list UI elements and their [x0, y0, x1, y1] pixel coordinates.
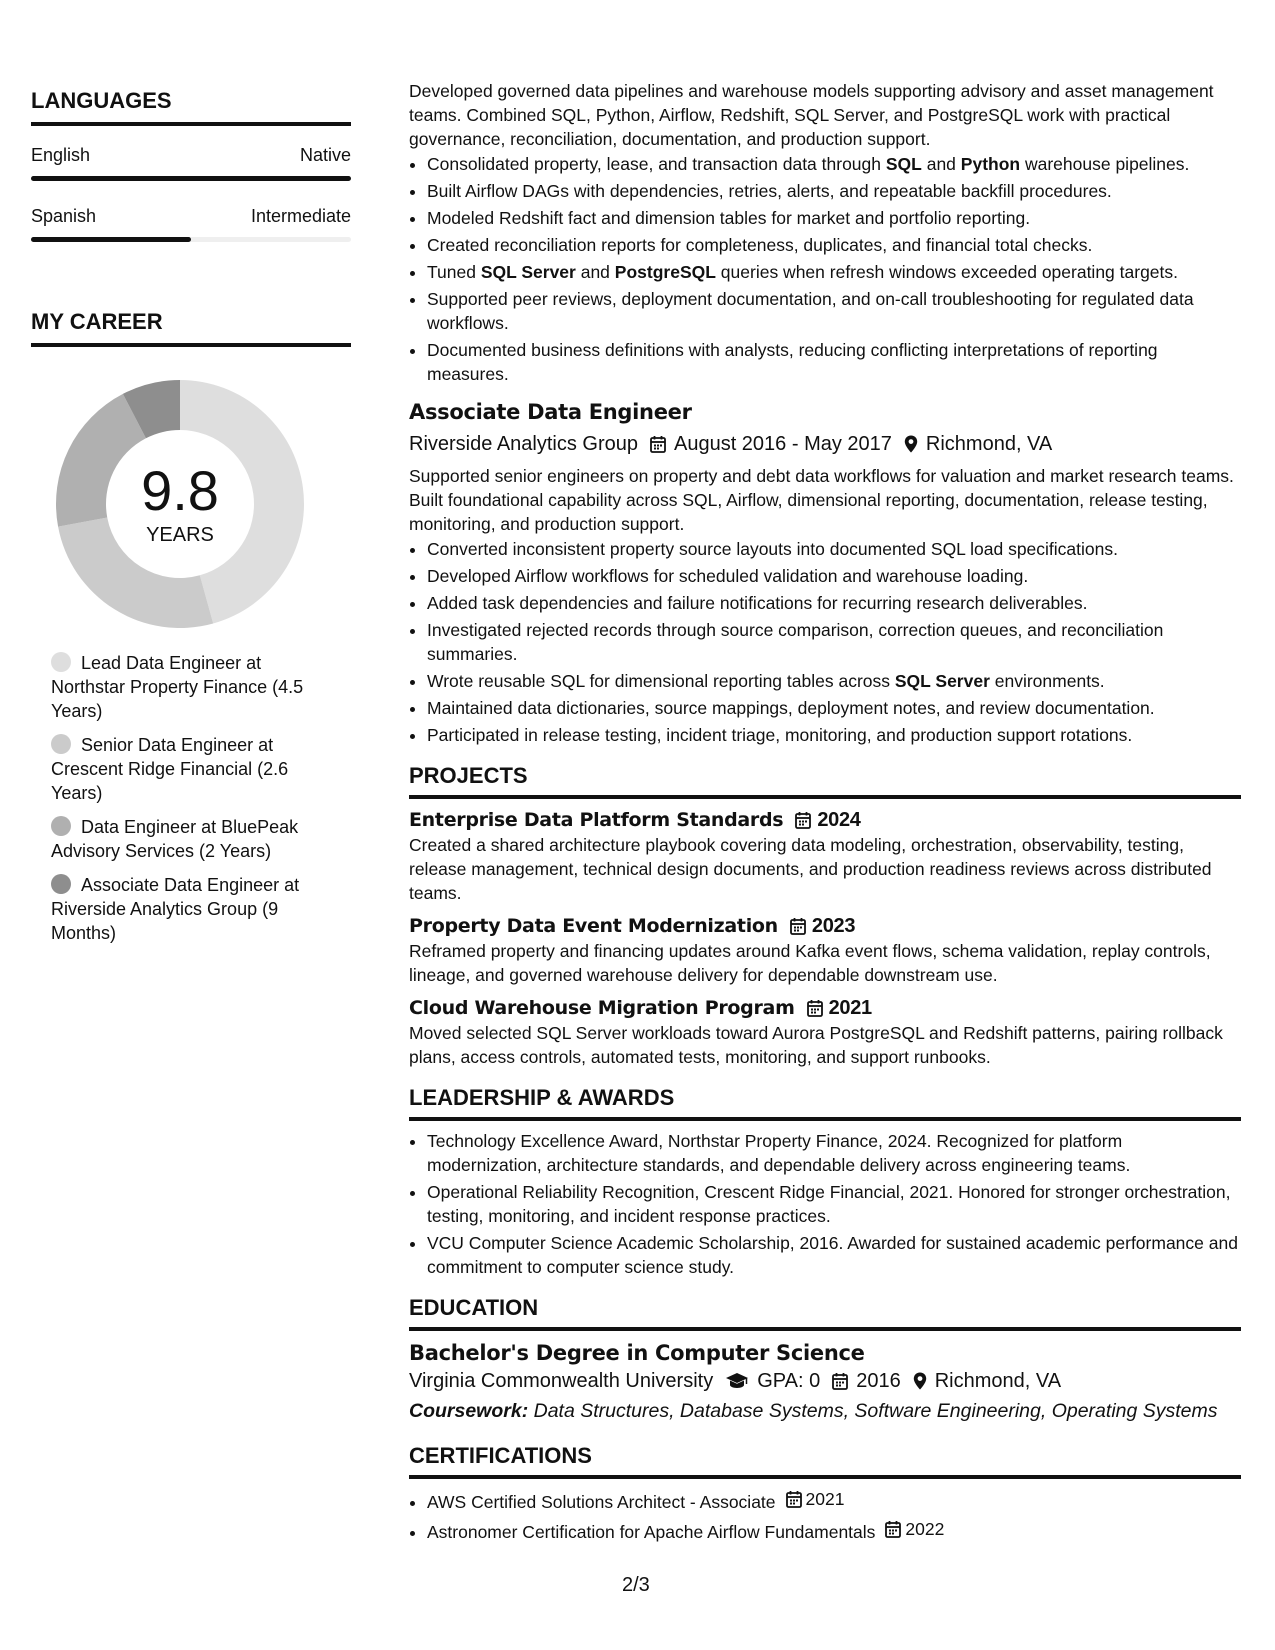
legend-label: Data Engineer at BluePeak Advisory Services (2 Years)	[51, 817, 299, 861]
legend-label: Associate Data Engineer at Riverside Analytics Group (9 Months)	[51, 875, 300, 943]
language-item	[31, 205, 351, 242]
job-bullet: • Supported peer reviews, deployment documentation, and on-call troubleshooting for regulated data workflows.	[427, 287, 1241, 335]
job-bullets	[409, 152, 1241, 386]
degree-title: Bachelor's Degree in Computer Science	[409, 1341, 865, 1365]
map-pin-icon	[904, 435, 918, 453]
calendar-icon	[885, 1520, 901, 1538]
awards-heading: LEADERSHIP & AWARDS	[409, 1085, 1241, 1121]
education-heading: EDUCATION	[409, 1295, 1241, 1331]
job-bullet: • Added task dependencies and failure notifications for recurring research deliverables.	[427, 591, 1241, 615]
certification-item	[427, 1487, 1241, 1514]
project-description: Moved selected SQL Server workloads toward Aurora PostgreSQL and Redshift patterns, pairing rollback plans, access controls, automated tests, monitoring, and support runbooks.	[409, 1023, 1223, 1067]
certification-name: AWS Certified Solutions Architect - Associate	[427, 1492, 776, 1512]
job-bullet: • Wrote reusable SQL for dimensional reporting tables across SQL Server environments.	[427, 669, 1241, 693]
career-donut-chart	[55, 379, 305, 629]
job-bullet: • Consolidated property, lease, and transaction data through SQL and Python warehouse pipelines.	[427, 152, 1241, 176]
award-item: • Technology Excellence Award, Northstar Property Finance, 2024. Recognized for platform modernization, architecture standards, and dependable delivery across engineering teams.	[427, 1129, 1241, 1177]
job-bullet: • Developed Airflow workflows for scheduled validation and warehouse loading.	[427, 564, 1241, 588]
certification-year: 2022	[905, 1519, 945, 1539]
job-dates: August 2016 - May 2017	[673, 433, 892, 455]
main-content	[409, 79, 1241, 1547]
donut-center	[55, 379, 305, 629]
company-name: Riverside Analytics Group	[409, 433, 638, 455]
graduation-cap-icon	[725, 1372, 749, 1390]
legend-dot	[51, 652, 71, 672]
education-meta	[409, 1367, 1241, 1395]
job-summary: Developed governed data pipelines and warehouse models supporting advisory and asset management teams. Combined SQL, Python, Airflow, Redshift, SQL Server, and PostgreSQL work with practical governance, reconciliation, documentation, and production support.	[409, 81, 1214, 149]
project-item	[409, 913, 1241, 987]
legend-dot	[51, 734, 71, 754]
job-bullets	[409, 537, 1241, 747]
projects-heading: PROJECTS	[409, 763, 1241, 799]
job-bullet: • Modeled Redshift fact and dimension tables for market and portfolio reporting.	[427, 206, 1241, 230]
project-title: Property Data Event Modernization	[409, 915, 778, 937]
legend-label: Lead Data Engineer at Northstar Property Finance (4.5 Years)	[51, 653, 304, 721]
job-title: Associate Data Engineer	[409, 400, 692, 424]
gpa: GPA: 0	[757, 1370, 821, 1392]
language-level: Native	[299, 145, 351, 165]
calendar-icon	[795, 811, 811, 829]
job-bullet: • Converted inconsistent property source layouts into documented SQL load specifications.	[427, 537, 1241, 561]
coursework-list: Data Structures, Database Systems, Software Engineering, Operating Systems	[528, 1400, 1218, 1422]
career-legend	[31, 651, 321, 945]
job-meta	[409, 430, 1241, 458]
graduation-year: 2016	[856, 1370, 901, 1392]
certification-name: Astronomer Certification for Apache Airflow Fundamentals	[427, 1522, 876, 1542]
legend-item	[51, 651, 321, 723]
job-bullet: • Documented business definitions with analysts, reducing conflicting interpretations of reporting measures.	[427, 338, 1241, 386]
project-year: 2024	[817, 809, 861, 831]
legend-label: Senior Data Engineer at Crescent Ridge Financial (2.6 Years)	[51, 735, 289, 803]
certifications-list	[409, 1487, 1241, 1544]
job-bullet: • Created reconciliation reports for completeness, duplicates, and financial total checks.	[427, 233, 1241, 257]
school-location: Richmond, VA	[934, 1370, 1062, 1392]
coursework	[409, 1397, 1241, 1425]
language-name: Spanish	[31, 206, 97, 226]
legend-item	[51, 733, 321, 805]
career-total-years: 9.8	[141, 459, 219, 522]
calendar-icon	[650, 435, 666, 453]
job-summary: Supported senior engineers on property and debt data workflows for valuation and market research teams. Built foundational capability across SQL, Airflow, dimensional reporting, documentation, release testing, monitoring, and production support.	[409, 466, 1234, 534]
job-bullet: • Maintained data dictionaries, source mappings, deployment notes, and review documentation.	[427, 696, 1241, 720]
language-proficiency-fill	[31, 237, 191, 242]
coursework-label: Coursework:	[409, 1400, 529, 1422]
certification-year: 2021	[805, 1489, 845, 1509]
school-name: Virginia Commonwealth University	[409, 1370, 714, 1392]
project-year: 2023	[811, 915, 856, 937]
project-title: Enterprise Data Platform Standards	[409, 809, 784, 831]
project-description: Reframed property and financing updates around Kafka event flows, schema validation, replay controls, lineage, and governed warehouse delivery for dependable downstream use.	[409, 941, 1211, 985]
language-list	[31, 144, 351, 242]
job-bullet: • Built Airflow DAGs with dependencies, retries, alerts, and repeatable backfill procedures.	[427, 179, 1241, 203]
project-title: Cloud Warehouse Migration Program	[409, 997, 795, 1019]
calendar-icon	[790, 917, 806, 935]
award-item: • Operational Reliability Recognition, Crescent Ridge Financial, 2021. Honored for stronger orchestration, testing, monitoring, and incident response practices.	[427, 1180, 1241, 1228]
sidebar	[31, 88, 351, 955]
language-name: English	[31, 145, 91, 165]
language-level: Intermediate	[250, 206, 351, 226]
languages-heading: LANGUAGES	[31, 88, 351, 126]
calendar-icon	[832, 1372, 848, 1390]
career-heading: MY CAREER	[31, 309, 351, 347]
project-description: Created a shared architecture playbook covering data modeling, orchestration, observability, testing, release management, technical design documents, and production readiness reviews across distributed teams.	[409, 835, 1212, 903]
project-year: 2021	[828, 997, 872, 1019]
calendar-icon	[786, 1490, 802, 1508]
legend-item	[51, 873, 321, 945]
job-bullet: • Participated in release testing, incident triage, monitoring, and production support rotations.	[427, 723, 1241, 747]
language-item	[31, 144, 351, 181]
language-proficiency-fill	[31, 176, 351, 181]
legend-item	[51, 815, 321, 863]
map-pin-icon	[913, 1372, 927, 1390]
project-item	[409, 995, 1241, 1069]
career-total-unit: YEARS	[146, 524, 214, 546]
certifications-heading: CERTIFICATIONS	[409, 1443, 1241, 1479]
calendar-icon	[807, 999, 823, 1017]
award-item: • VCU Computer Science Academic Scholarship, 2016. Awarded for sustained academic performance and commitment to computer science study.	[427, 1231, 1241, 1279]
page-number: 2/3	[622, 1574, 650, 1596]
legend-dot	[51, 874, 71, 894]
language-proficiency-bar	[31, 176, 351, 181]
legend-dot	[51, 816, 71, 836]
certification-item	[427, 1517, 1241, 1544]
job-bullet: • Investigated rejected records through source comparison, correction queues, and reconciliation summaries.	[427, 618, 1241, 666]
job-bullet: • Tuned SQL Server and PostgreSQL queries when refresh windows exceeded operating targets.	[427, 260, 1241, 284]
language-proficiency-bar	[31, 237, 351, 242]
job-location: Richmond, VA	[925, 433, 1053, 455]
project-item	[409, 807, 1241, 905]
awards-list	[409, 1129, 1241, 1279]
